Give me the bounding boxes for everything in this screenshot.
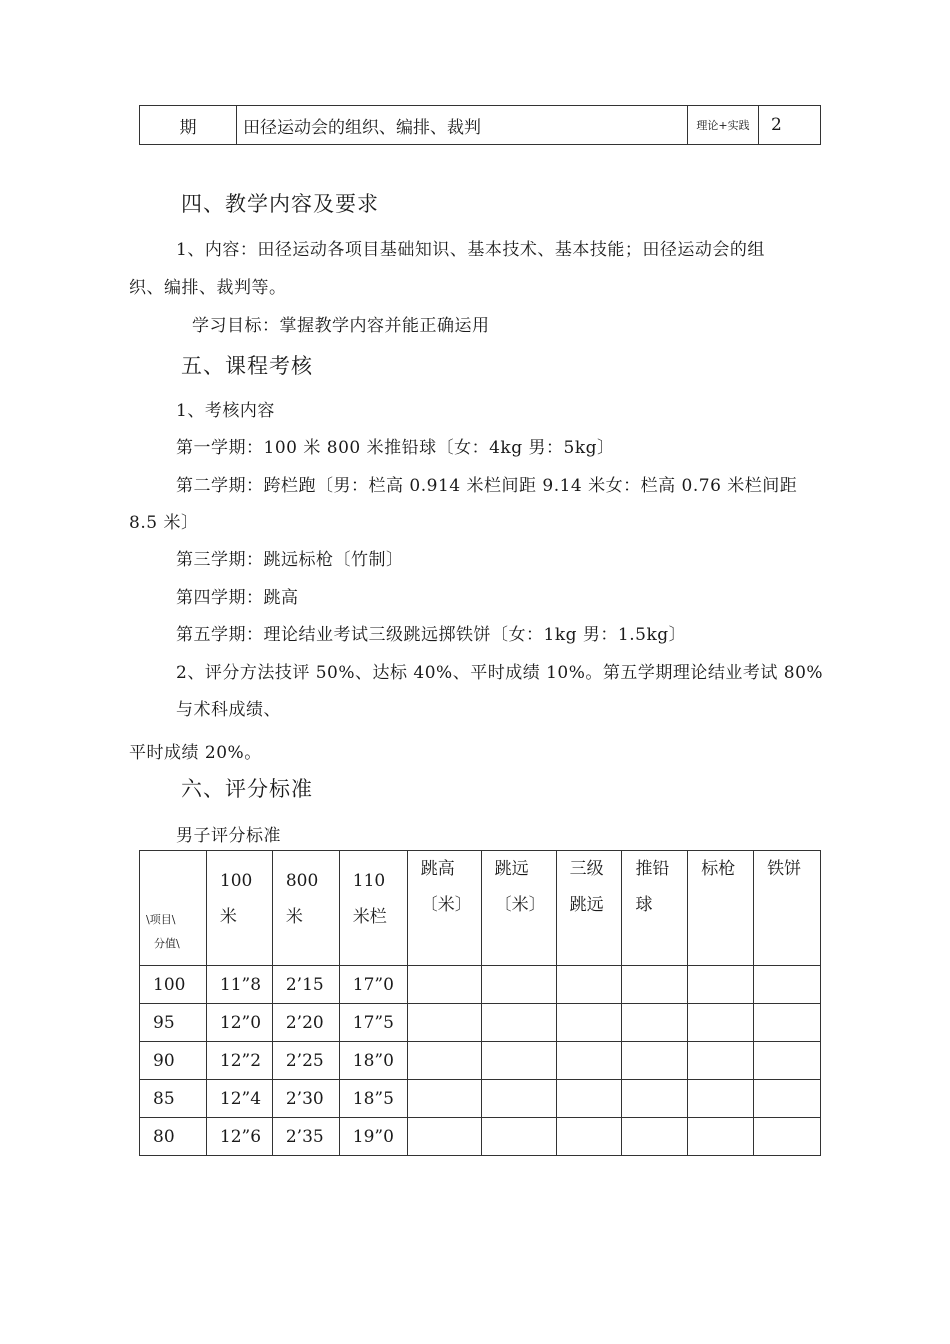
term1-text: 第一学期：100 米 800 米推铅球〔女：4kg 男：5kg〕 [176, 438, 615, 458]
section4-goal: 学习目标：掌握教学内容并能正确运用 [192, 316, 490, 336]
empty-cell [407, 1118, 481, 1156]
m800-cell: 2’30 [272, 1080, 339, 1118]
empty-cell [407, 1042, 481, 1080]
term4-text: 第四学期：跳高 [176, 588, 299, 608]
corner-header-cell [140, 851, 207, 966]
table-row [140, 1004, 821, 1042]
section4-title: 四、教学内容及要求 [181, 192, 379, 216]
men-score-table [139, 850, 821, 1156]
header-800m: 800 米 [272, 851, 339, 966]
corner-label-top: \项目\ [146, 913, 176, 926]
header-long-jump: 跳远 〔米〕 [481, 851, 556, 966]
empty-cell [754, 1042, 821, 1080]
m100-cell: 12”0 [206, 1004, 272, 1042]
empty-cell [556, 1118, 622, 1156]
table-row [140, 966, 821, 1004]
empty-cell [688, 1004, 754, 1042]
table-header-row [140, 851, 821, 966]
header-shot-put: 推铅 球 [622, 851, 688, 966]
header-discus: 铁饼 [754, 851, 821, 966]
period-cell: 期 [140, 106, 237, 145]
empty-cell [622, 1004, 688, 1042]
header-110m-hurdles: 110 米栏 [339, 851, 407, 966]
header-100m: 100 米 [206, 851, 272, 966]
section4-content-line1: 1、内容：田径运动各项目基础知识、基本技术、基本技能；田径运动会的组 [176, 240, 765, 260]
h110-cell: 18”5 [339, 1080, 407, 1118]
empty-cell [622, 1118, 688, 1156]
h110-cell: 18”0 [339, 1042, 407, 1080]
m100-cell: 12”2 [206, 1042, 272, 1080]
empty-cell [481, 1080, 556, 1118]
score-cell: 85 [140, 1080, 207, 1118]
empty-cell [688, 966, 754, 1004]
m800-cell: 2’35 [272, 1118, 339, 1156]
empty-cell [481, 1042, 556, 1080]
header-triple-jump: 三级 跳远 [556, 851, 622, 966]
h110-cell: 19”0 [339, 1118, 407, 1156]
empty-cell [622, 1080, 688, 1118]
section5-sub1: 1、考核内容 [176, 401, 275, 421]
hours-cell: 2 [759, 106, 821, 145]
scoring-text-line3: 平时成绩 20%。 [129, 743, 262, 763]
empty-cell [754, 1118, 821, 1156]
m100-cell: 11”8 [206, 966, 272, 1004]
empty-cell [688, 1080, 754, 1118]
empty-cell [688, 1042, 754, 1080]
empty-cell [481, 1004, 556, 1042]
section5-title: 五、课程考核 [181, 354, 313, 378]
empty-cell [754, 1004, 821, 1042]
m800-cell: 2’15 [272, 966, 339, 1004]
m800-cell: 2’20 [272, 1004, 339, 1042]
scoring-text-line1: 2、评分方法技评 50%、达标 40%、平时成绩 10%。第五学期理论结业考试 80% [176, 663, 824, 683]
empty-cell [622, 1042, 688, 1080]
table-row [140, 106, 821, 145]
topic-cell: 田径运动会的组织、编排、裁判 [237, 106, 688, 145]
corner-label-bottom: 分值\ [154, 937, 180, 950]
empty-cell [481, 1118, 556, 1156]
m100-cell: 12”6 [206, 1118, 272, 1156]
score-table-caption: 男子评分标准 [176, 826, 281, 846]
empty-cell [556, 1080, 622, 1118]
empty-cell [407, 1004, 481, 1042]
table-row [140, 1118, 821, 1156]
empty-cell [622, 966, 688, 1004]
section6-title: 六、评分标准 [181, 777, 313, 801]
scoring-text-line2: 与术科成绩、 [176, 700, 281, 720]
header-high-jump: 跳高 〔米〕 [407, 851, 481, 966]
empty-cell [407, 1080, 481, 1118]
term2-text-line2: 8.5 米〕 [129, 513, 199, 533]
h110-cell: 17”5 [339, 1004, 407, 1042]
type-cell: 理论+实践 [688, 106, 759, 145]
empty-cell [481, 966, 556, 1004]
term5-text: 第五学期：理论结业考试三级跳远掷铁饼〔女：1kg 男：1.5kg〕 [176, 625, 687, 645]
empty-cell [754, 1080, 821, 1118]
term2-text-line1: 第二学期：跨栏跑〔男：栏高 0.914 米栏间距 9.14 米女：栏高 0.76 米栏间距 [176, 476, 798, 496]
score-cell: 100 [140, 966, 207, 1004]
m100-cell: 12”4 [206, 1080, 272, 1118]
section4-content-line2: 织、编排、裁判等。 [129, 278, 287, 298]
empty-cell [688, 1118, 754, 1156]
score-cell: 95 [140, 1004, 207, 1042]
table-row [140, 1042, 821, 1080]
course-schedule-table [139, 105, 821, 145]
h110-cell: 17”0 [339, 966, 407, 1004]
empty-cell [556, 966, 622, 1004]
empty-cell [556, 1004, 622, 1042]
term3-text: 第三学期：跳远标枪〔竹制〕 [176, 550, 404, 570]
table-row [140, 1080, 821, 1118]
empty-cell [754, 966, 821, 1004]
header-javelin: 标枪 [688, 851, 754, 966]
empty-cell [556, 1042, 622, 1080]
score-cell: 80 [140, 1118, 207, 1156]
empty-cell [407, 966, 481, 1004]
score-cell: 90 [140, 1042, 207, 1080]
m800-cell: 2’25 [272, 1042, 339, 1080]
